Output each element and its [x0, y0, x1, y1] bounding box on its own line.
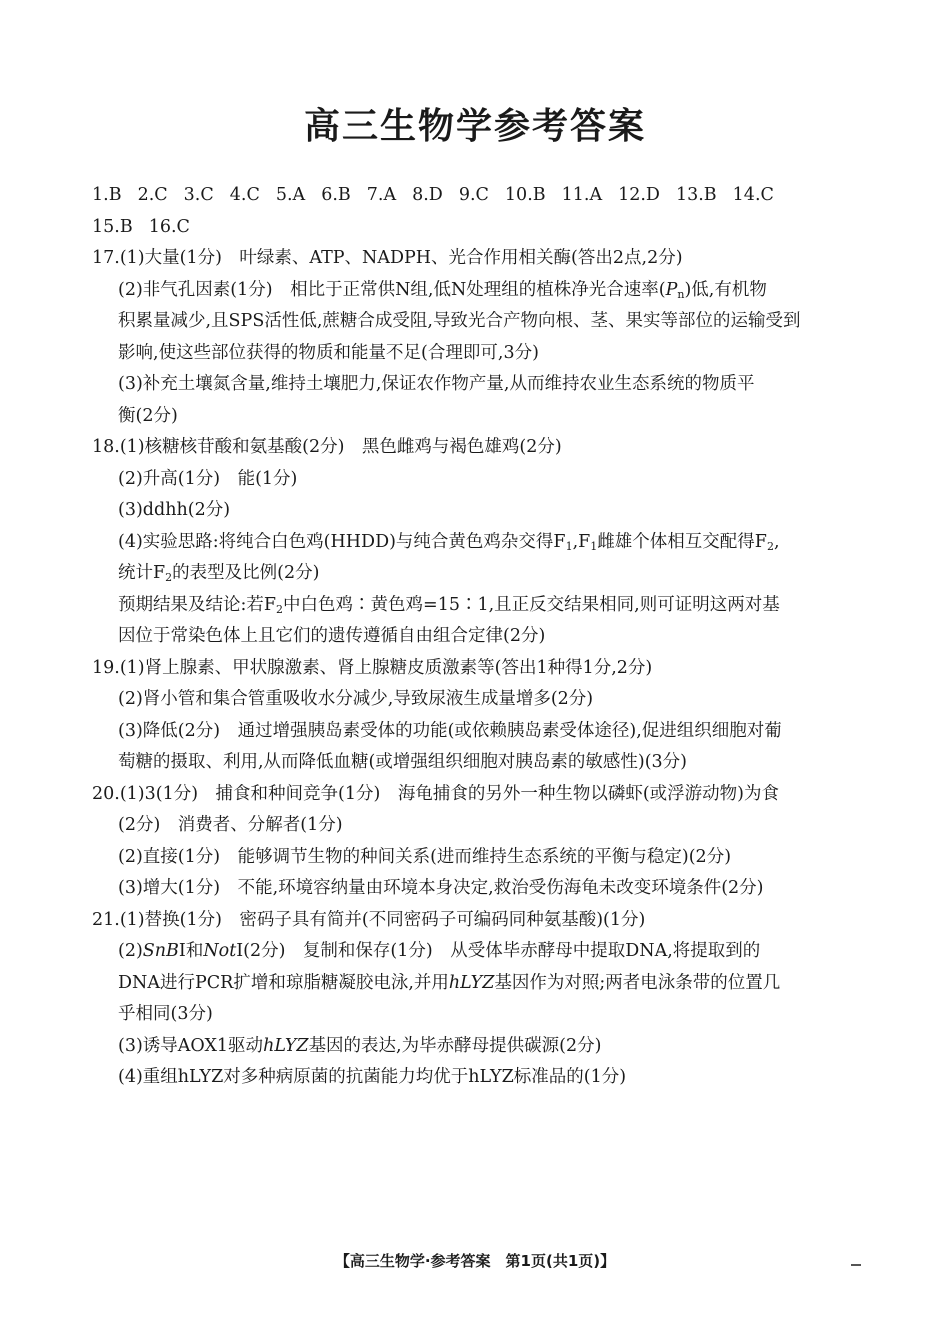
mc-answer: 1.B — [92, 185, 122, 205]
q20-line-2: (2分) 消费者、分解者(1分) — [118, 815, 343, 835]
q17-line-5: (3)补充土壤氮含量,维持土壤肥力,保证农作物产量,从而维持农业生态系统的物质平 — [118, 374, 755, 394]
answer-content — [92, 180, 872, 1094]
mc-answer: 4.C — [229, 185, 260, 205]
q18-line-6: 预期结果及结论:若$F_2$中白色鸡∶黄色鸡=15∶1,且正反交结果相同,则可证明这两对基 — [118, 594, 780, 616]
q19-line-3: (3)降低(2分) 通过增强胰岛素受体的功能(或依赖胰岛素受体途径),促进组织细胞对葡 — [118, 720, 782, 741]
q17-line-3: 积累量减少,且SPS活性低,蔗糖合成受阻,导致光合产物向根、茎、果实等部位的运输受到 — [118, 311, 801, 331]
q18-line-1: 18.(1)核糖核苷酸和氨基酸(2分) 黑色雌鸡与褐色雄鸡(2分) — [92, 437, 562, 457]
q17-line-6: 衡(2分) — [118, 405, 178, 426]
q17-line-4: 影响,使这些部位获得的物质和能量不足(合理即可,3分) — [118, 342, 539, 363]
q20-line-3: (2)直接(1分) 能够调节生物的种间关系(进而维持生态系统的平衡与稳定)(2分) — [118, 846, 732, 867]
mc-answer: 16.C — [148, 216, 190, 237]
q18-line-3: (3)ddhh(2分) — [118, 500, 231, 520]
q21-line-3: DNA进行PCR扩增和琼脂糖凝胶电泳,并用hLYZ基因作为对照;两者电泳条带的位置几 — [118, 972, 781, 993]
mc-answer: 15.B — [92, 216, 133, 237]
q18-line-7: 因位于常染色体上且它们的遗传遵循自由组合定律(2分) — [118, 626, 546, 646]
q21-line-6: (4)重组hLYZ对多种病原菌的抗菌能力均优于hLYZ标准品的(1分) — [118, 1067, 627, 1087]
q19-line-1: 19.(1)肾上腺素、甲状腺激素、肾上腺糖皮质激素等(答出1种得1分,2分) — [92, 657, 653, 678]
mc-answer: 3.C — [183, 185, 214, 205]
mc-answer: 12.D — [618, 185, 660, 205]
mc-answer: 7.A — [366, 185, 397, 205]
mc-answer: 6.B — [321, 185, 351, 205]
q18-line-2: (2)升高(1分) 能(1分) — [118, 468, 298, 489]
mc-answer: 10.B — [504, 185, 546, 205]
q21-line-2: (2)SnBⅠ和NotⅠ(2分) 复制和保存(1分) 从受体毕赤酵母中提取DNA,将提取到的 — [118, 941, 761, 961]
q21-line-1: 21.(1)替换(1分) 密码子具有简并(不同密码子可编码同种氨基酸)(1分) — [92, 909, 646, 930]
q18-line-5: 统计$F_2$的表型及比例(2分) — [118, 563, 320, 584]
mc-answer: 2.C — [137, 185, 168, 205]
q19-line-4: 萄糖的摄取、利用,从而降低血糖(或增强组织细胞对胰岛素的敏感性)(3分) — [118, 752, 688, 772]
mc-answer: 11.A — [561, 185, 603, 205]
mc-answer: 8.D — [412, 185, 443, 205]
page-footer: 【高三生物学·参考答案 第1页(共1页)】 — [334, 1252, 616, 1270]
q19-line-2: (2)肾小管和集合管重吸收水分减少,导致尿液生成量增多(2分) — [118, 689, 594, 709]
mc-answer: 14.C — [732, 185, 774, 205]
corner-mark — [851, 1264, 861, 1266]
mc-answer: 5.A — [275, 185, 306, 205]
mc-answer: 9.C — [458, 185, 489, 205]
q17-line-2: (2)非气孔因素(1分) 相比于正常供N组,低N处理组的植株净光合速率$(P_n)$低,有机物 — [118, 279, 767, 301]
q20-line-1: 20.(1)3(1分) 捕食和种间竞争(1分) 海龟捕食的另外一种生物以磷虾(或浮游动物)为食 — [92, 783, 779, 804]
q17-line-1: 17.(1)大量(1分) 叶绿素、ATP、NADPH、光合作用相关酶(答出2点,2分) — [92, 248, 683, 268]
page-title: 高三生物学参考答案 — [303, 106, 646, 147]
pn-symbol: P — [665, 279, 678, 300]
q21-line-4: 乎相同(3分) — [118, 1004, 213, 1024]
mc-answer: 13.B — [675, 185, 717, 205]
mc-answers-row-2 — [92, 212, 872, 244]
q20-line-4: (3)增大(1分) 不能,环境容纳量由环境本身决定,救治受伤海龟未改变环境条件(2分) — [118, 878, 764, 898]
q21-line-5: (3)诱导AOX1驱动hLYZ基因的表达,为毕赤酵母提供碳源(2分) — [118, 1035, 602, 1056]
q18-line-4: (4)实验思路:将纯合白色鸡(HHDD)与纯合黄色鸡杂交得$F_1,F_1$雌雄个体相互交配得$F_2$, — [118, 531, 780, 553]
mc-answers-row-1 — [92, 180, 872, 212]
